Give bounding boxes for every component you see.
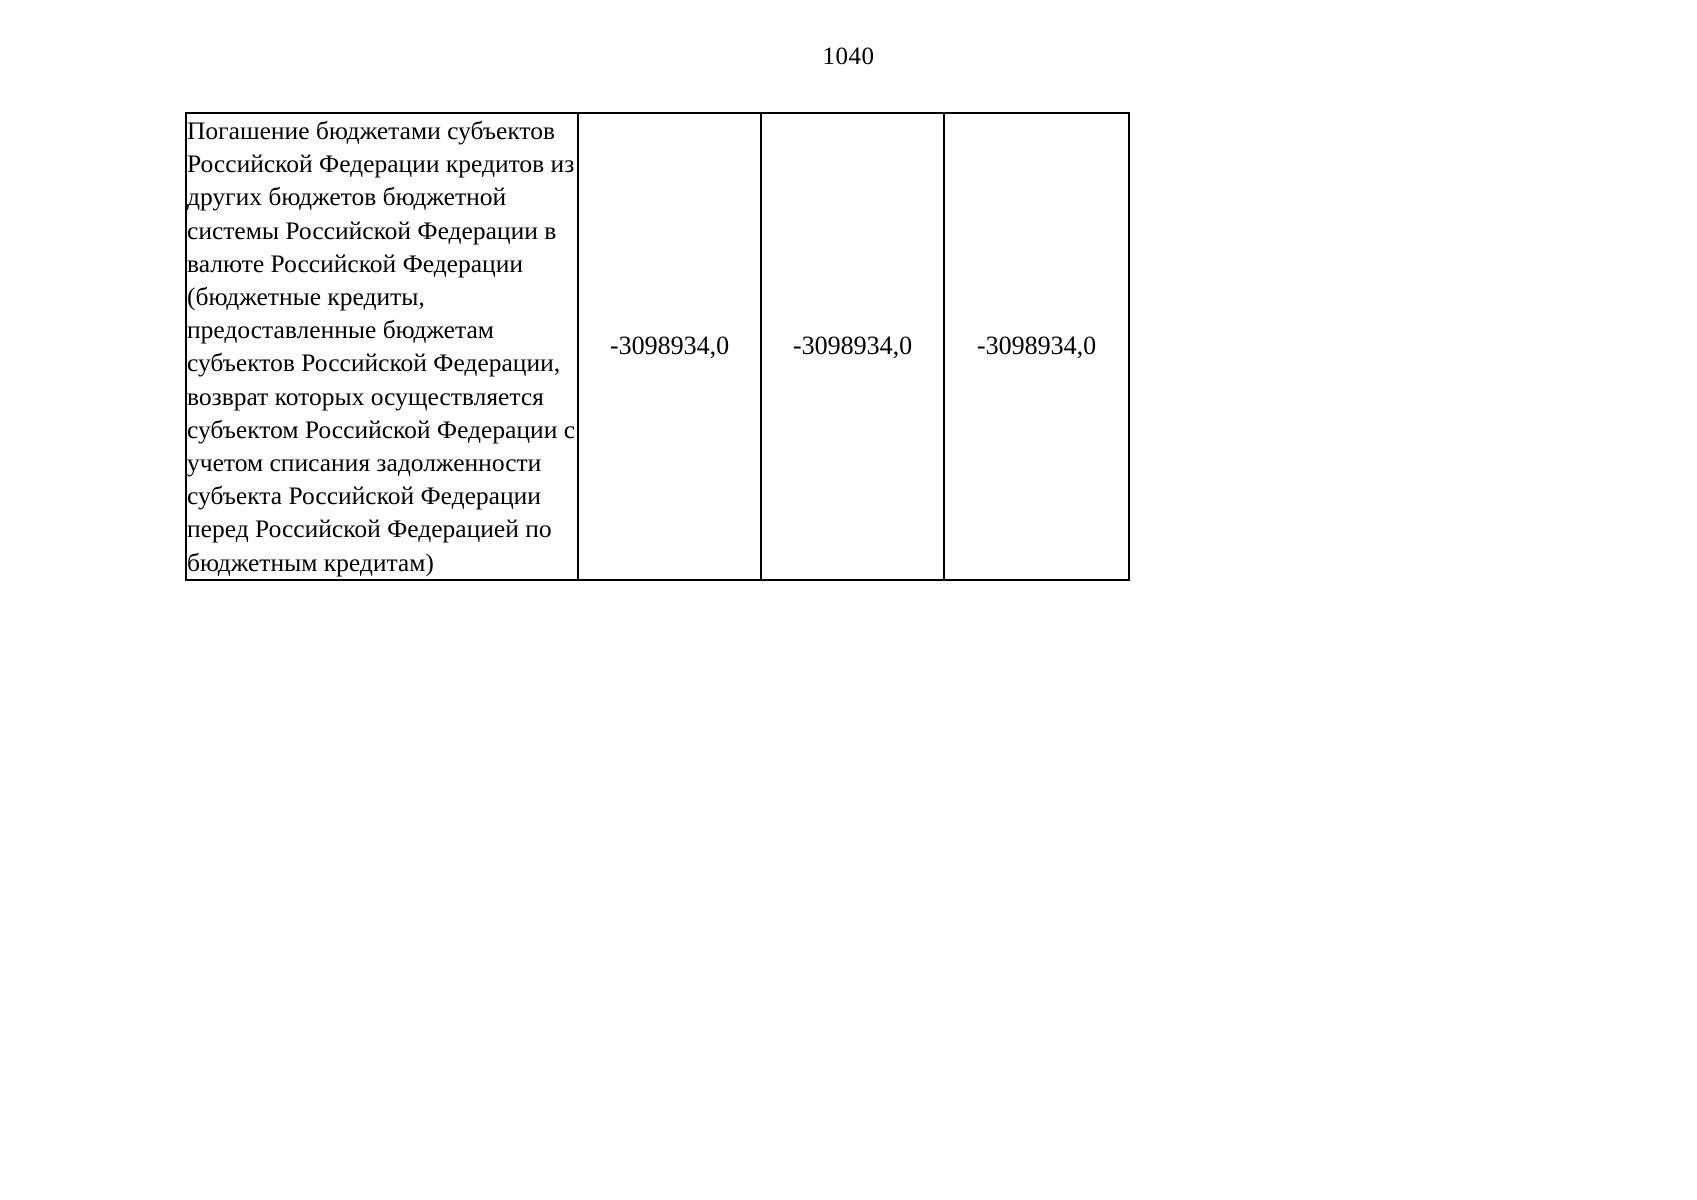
table-cell-value-2: -3098934,0 bbox=[761, 113, 944, 580]
budget-table bbox=[185, 112, 1130, 581]
table-cell-value-3: -3098934,0 bbox=[944, 113, 1129, 580]
table-container bbox=[185, 112, 1120, 581]
description-text: Погашение бюджетами субъектов Российской Федерации кредитов из других бюджетов бюджетной системы Российской Федерации в валюте Российской Федерации (бюджетные кредиты, предоставленные бюджетам субъектов Российской Федерации, возврат которых осуществляется субъектом Российской Федерации с учетом списания задолженности субъекта Российской Федерации перед Российской Федерацией по бюджетным кредитам) bbox=[187, 116, 582, 577]
page-number: 1040 bbox=[822, 43, 875, 70]
table-cell-description bbox=[186, 113, 582, 580]
table-row bbox=[186, 113, 1129, 580]
table-cell-value-1: -3098934,0 bbox=[578, 113, 761, 580]
